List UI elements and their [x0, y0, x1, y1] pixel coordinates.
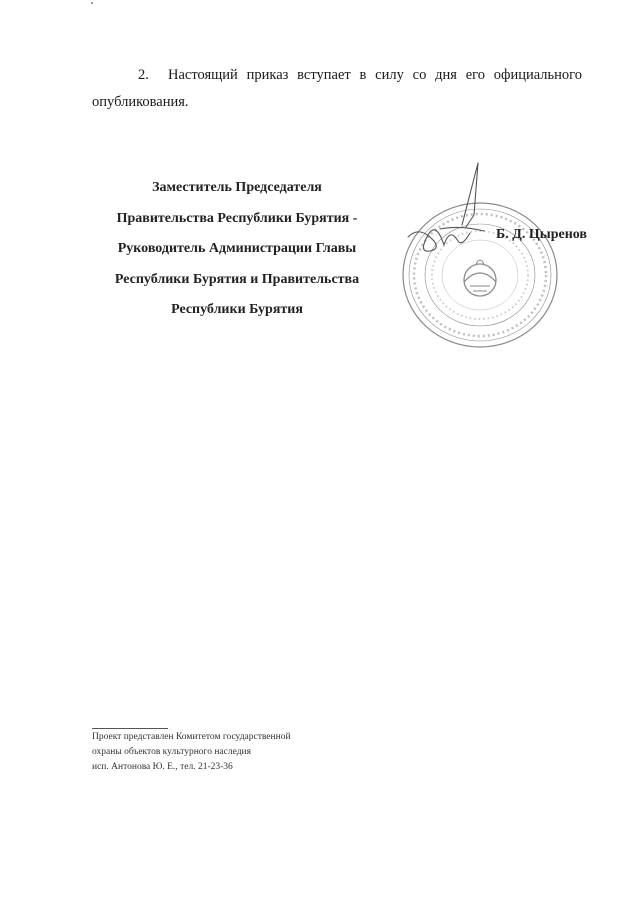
signatory-name: Б. Д. Цыренов [496, 227, 587, 242]
footnote-line: охраны объектов культурного наследия [92, 747, 251, 757]
signatory-title-line: Правительства Республики Бурятия - [116, 210, 358, 226]
paragraph-number: 2. [138, 67, 149, 83]
signatory-title-line: Республики Бурятия [171, 302, 303, 317]
paragraph-text: Настоящий приказ вступает в силу со дня его официального опубликования. [92, 67, 582, 110]
signature-icon [400, 155, 510, 265]
signatory-title-line: Республики Бурятия и Правительства [114, 271, 360, 287]
signatory-title [92, 173, 382, 326]
footnote-line: исп. Антонова Ю. Е., тел. 21-23-36 [92, 762, 233, 772]
signatory-title-line: Руководитель Администрации Главы [117, 241, 357, 256]
paragraph-2 [92, 62, 582, 116]
footnote-line: Проект представлен Комитетом государственной [92, 732, 291, 742]
footnote [92, 730, 291, 775]
footnote-divider [92, 728, 168, 729]
signatory-title-line: Заместитель Председателя [152, 180, 322, 195]
scan-speck [91, 2, 93, 4]
